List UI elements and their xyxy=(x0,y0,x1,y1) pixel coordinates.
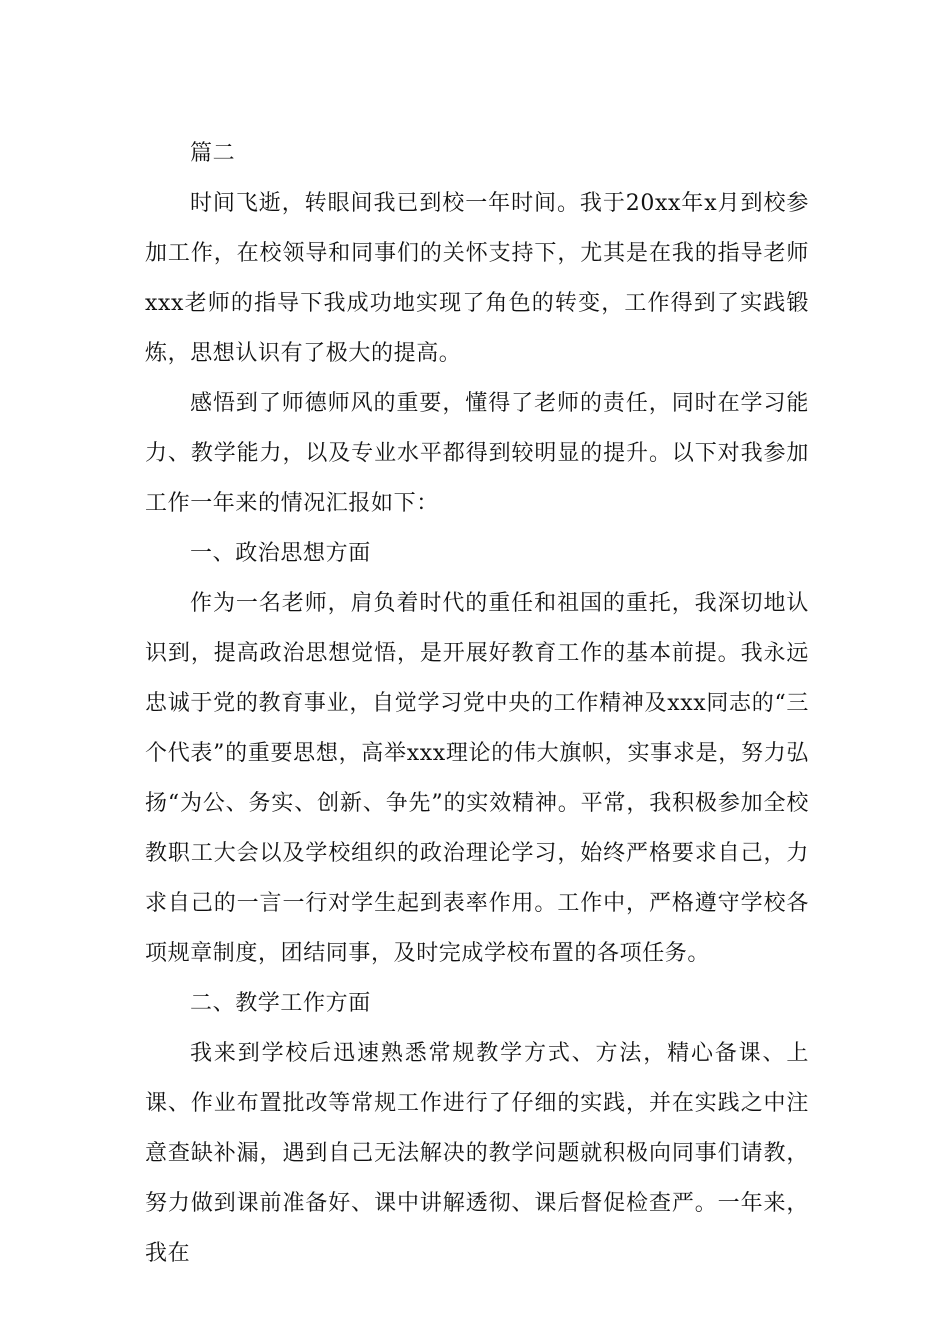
heading-teaching: 二、教学工作方面 xyxy=(190,991,371,1016)
document-body xyxy=(145,129,809,1279)
teaching-paragraph: 我来到学校后迅速熟悉常规教学方式、方法，精心备课、上课、作业布置批改等常规工作进行了仔细的实践，并在实践之中注意查缺补漏，遇到自己无法解决的教学问题就积极向同事们请教，努力做到课前准备好、课中讲解透彻、课后督促检查严。一年来，我在 xyxy=(145,1041,809,1266)
heading-politics: 一、政治思想方面 xyxy=(190,541,371,566)
reflection-paragraph: 感悟到了师德师风的重要，懂得了老师的责任，同时在学习能力、教学能力，以及专业水平都得到较明显的提升。以下对我参加工作一年来的情况汇报如下： xyxy=(145,391,809,516)
intro-paragraph: 时间飞逝，转眼间我已到校一年时间。我于20xx年x月到校参加工作，在校领导和同事们的关怀支持下，尤其是在我的指导老师xxx老师的指导下我成功地实现了角色的转变，工作得到了实践锻炼，思想认识有了极大的提高。 xyxy=(145,191,809,366)
politics-paragraph: 作为一名老师，肩负着时代的重任和祖国的重托，我深切地认识到，提高政治思想觉悟，是开展好教育工作的基本前提。我永远忠诚于党的教育事业，自觉学习党中央的工作精神及xxx同志的“三个代表”的重要思想，高举xxx理论的伟大旗帜，实事求是，努力弘扬“为公、务实、创新、争先”的实效精神。平常，我积极参加全校教职工大会以及学校组织的政治理论学习，始终严格要求自己，力求自己的一言一行对学生起到表率作用。工作中，严格遵守学校各项规章制度，团结同事，及时完成学校布置的各项任务。 xyxy=(145,591,809,966)
section-title: 篇二 xyxy=(190,141,236,166)
